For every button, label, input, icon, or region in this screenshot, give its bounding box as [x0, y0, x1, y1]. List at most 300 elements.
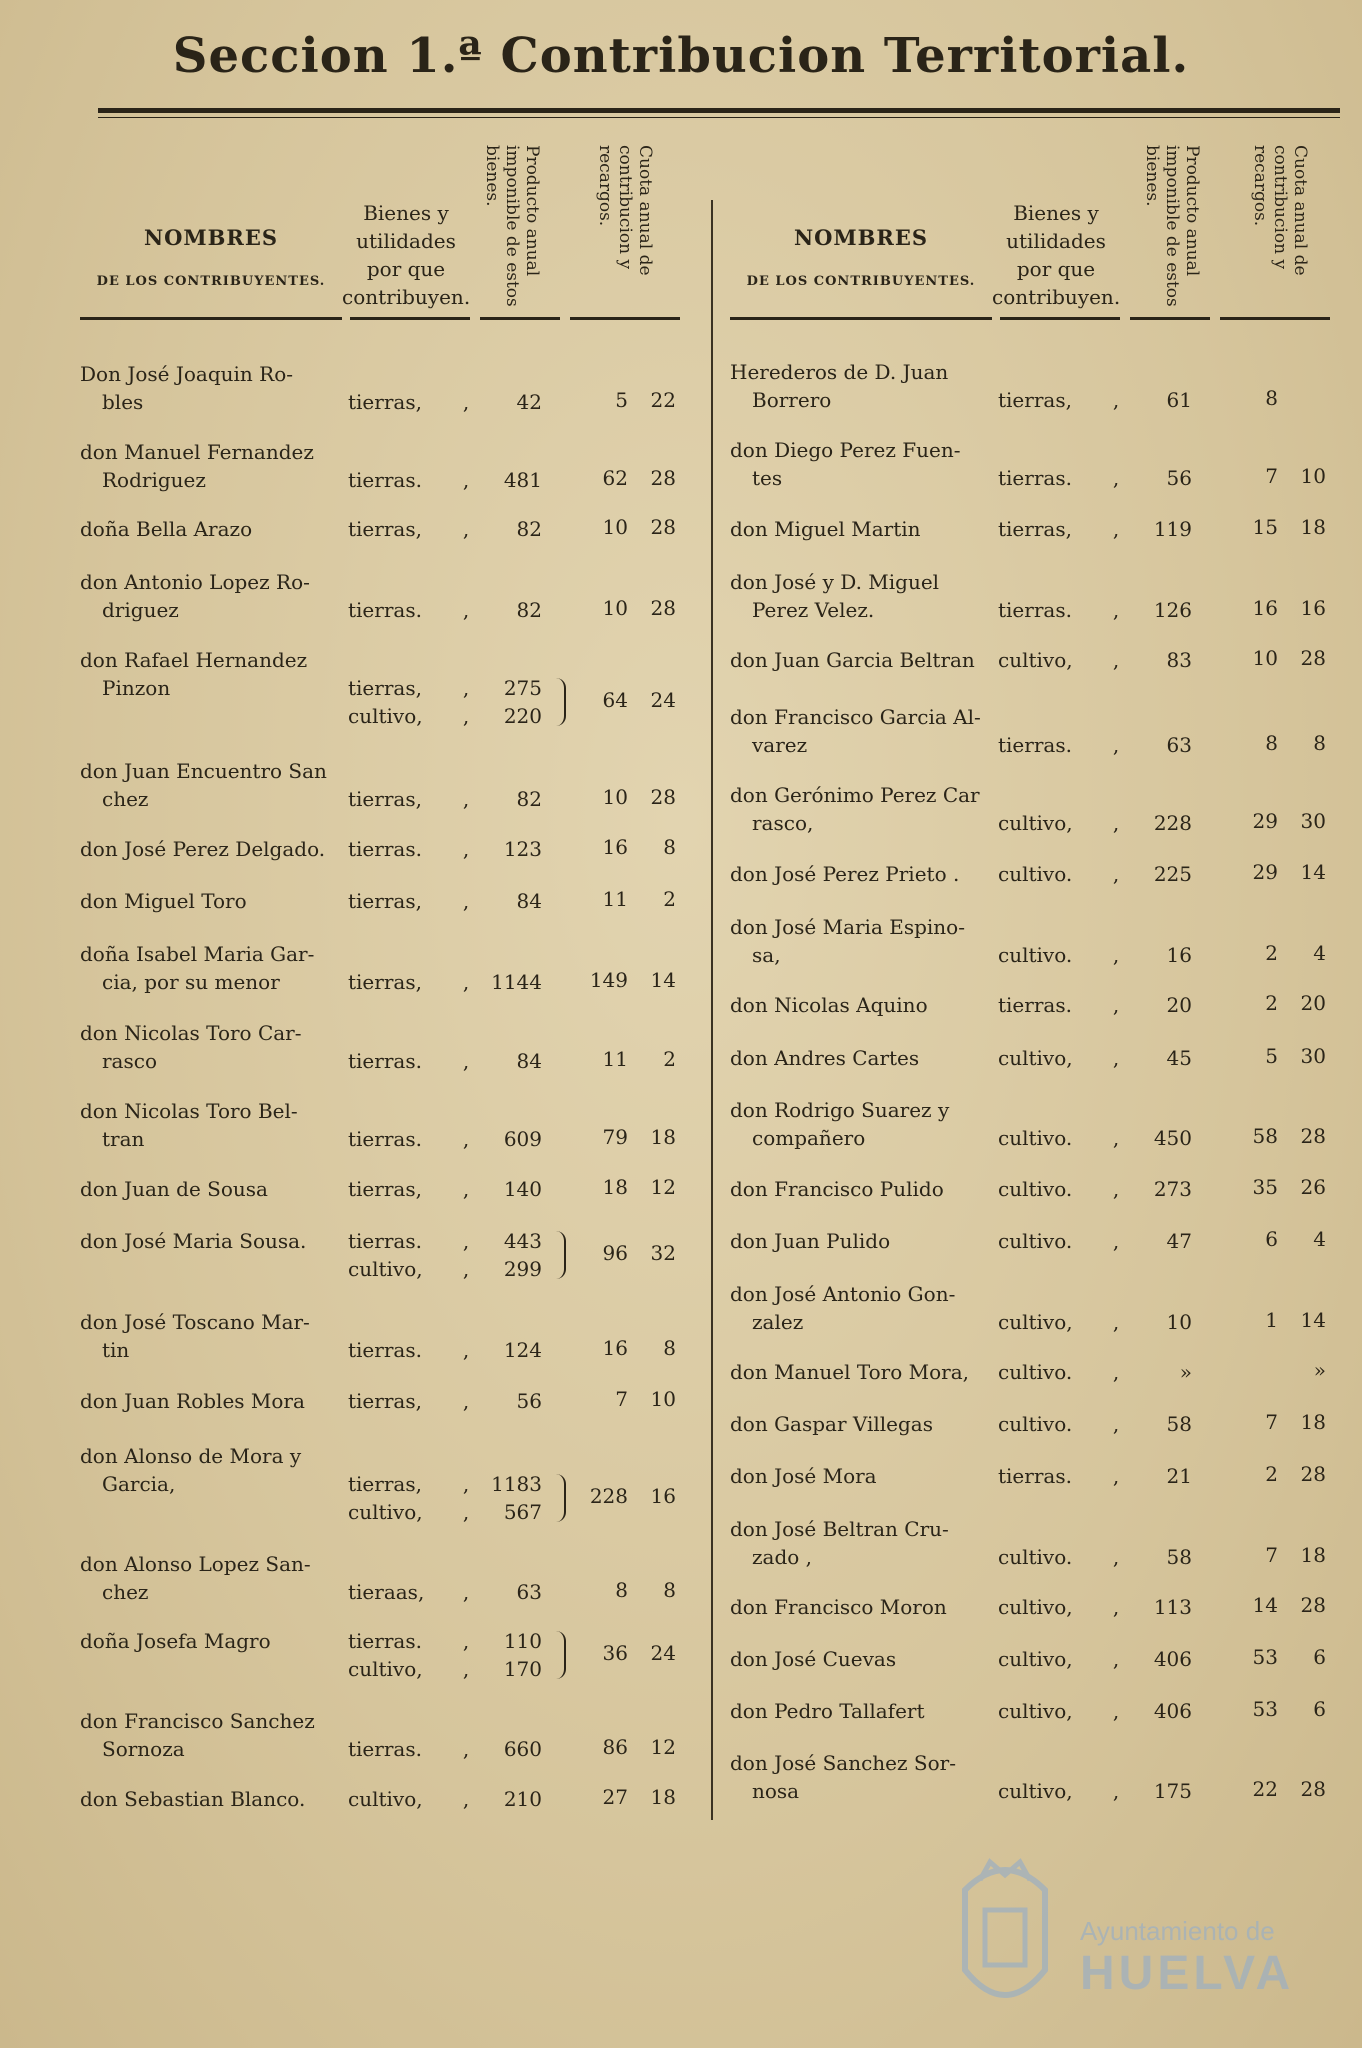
name-line1: don Juan Encuentro San [80, 759, 327, 783]
contributor-name [80, 940, 350, 996]
separator-mark: , [1112, 811, 1120, 835]
cuota-pesos: 11 [602, 1047, 628, 1071]
separator-mark: , [1112, 517, 1120, 541]
contributor-name [730, 568, 1000, 624]
cuota-pesos: 2 [1265, 941, 1278, 965]
name-line1: Don José Joaquin Ro- [80, 362, 293, 386]
bienes-value: cultivo, [998, 648, 1073, 672]
separator-mark: , [1112, 1412, 1120, 1436]
contributor-name [80, 1097, 350, 1153]
contributor-name [80, 835, 350, 863]
separator-mark: , [462, 1338, 470, 1362]
name-line2: rasco, [752, 811, 814, 835]
name-line2: sa, [752, 943, 781, 967]
bienes-value: tierras. [998, 466, 1072, 490]
watermark-stamp [950, 1850, 1330, 2020]
name-line2: tes [752, 466, 783, 490]
name-line1: don José Toscano Mar- [80, 1310, 310, 1334]
name-line2: bles [102, 390, 144, 414]
cuota-pesos: 7 [1265, 1410, 1278, 1434]
producto-value: 609 [503, 1127, 542, 1151]
bienes-value: cultivo. [998, 1545, 1073, 1569]
contributor-name [730, 860, 1000, 888]
cuota-reales: 28 [650, 466, 676, 490]
name-line1: don José Perez Prieto . [730, 862, 960, 886]
contributor-name [730, 913, 1000, 969]
separator-mark: , [1112, 1177, 1120, 1201]
header-producto: Producto anual imponible de estos bienes. [482, 145, 542, 307]
producto-value: 1144 [491, 970, 542, 994]
separator-mark: , [1112, 1310, 1120, 1334]
name-line2: Sornoza [102, 1737, 185, 1761]
producto-value: 21 [1166, 1464, 1192, 1488]
cuota-pesos: 8 [1265, 731, 1278, 755]
cuota-pesos: 79 [602, 1125, 628, 1149]
producto-value: 82 [516, 787, 542, 811]
separator-mark: , [462, 676, 470, 700]
separator-mark: , [1112, 862, 1120, 886]
coat-of-arms-icon [950, 1850, 1060, 2020]
cuota-pesos: 35 [1252, 1175, 1278, 1199]
bienes-value: cultivo, [998, 1595, 1073, 1619]
contributor-name [80, 1387, 350, 1415]
cuota-reales: 28 [1300, 1124, 1326, 1148]
bienes-value: cultivo, [998, 1699, 1073, 1723]
name-line2: cia, por su menor [102, 970, 280, 994]
cuota-reales: 24 [650, 688, 676, 712]
name-line1: don Nicolas Toro Bel- [80, 1099, 298, 1123]
contributor-name [730, 781, 1000, 837]
bienes-value: cultivo. [998, 943, 1073, 967]
bienes-value: tierras, [998, 517, 1072, 541]
producto-value: 45 [1166, 1046, 1192, 1070]
bienes-value: tierras. [348, 468, 422, 492]
name-line1: don José Perez Delgado. [80, 837, 326, 861]
name-line1: don José y D. Miguel [730, 570, 940, 594]
bienes-value: tierras. [998, 993, 1072, 1017]
contributor-name [730, 1175, 1000, 1203]
cuota-reales: 14 [650, 968, 676, 992]
producto-value: 123 [503, 837, 542, 861]
brace [550, 1474, 566, 1522]
separator-mark: , [462, 1389, 470, 1413]
producto-value: 220 [503, 704, 542, 728]
separator-mark: , [1112, 993, 1120, 1017]
cuota-pesos: 2 [1265, 991, 1278, 1015]
contributor-name [80, 1308, 350, 1364]
name-line1: don Antonio Lopez Ro- [80, 570, 310, 594]
contributor-name [80, 360, 350, 416]
contributor-name [730, 1593, 1000, 1621]
bienes-value: cultivo. [998, 862, 1073, 886]
bienes-value: tierras. [998, 1464, 1072, 1488]
contributor-name [730, 646, 1000, 674]
bienes-value: cultivo, [348, 704, 423, 728]
brace [550, 1231, 566, 1279]
producto-value: 56 [516, 1389, 542, 1413]
cuota-pesos: 14 [1252, 1593, 1278, 1617]
producto-value: 273 [1153, 1177, 1192, 1201]
separator-mark: , [1112, 1046, 1120, 1070]
cuota-pesos: 8 [615, 1578, 628, 1602]
bienes-value: tierras, [348, 1472, 422, 1496]
bienes-value: tierras, [998, 388, 1072, 412]
header-rule [480, 317, 560, 320]
separator-mark: , [1112, 648, 1120, 672]
producto-value: 56 [1166, 466, 1192, 490]
separator-mark: , [1112, 1699, 1120, 1723]
watermark-line1: Ayuntamiento de [1080, 1916, 1275, 1946]
contributor-name [80, 1627, 350, 1655]
cuota-reales: 6 [1313, 1697, 1326, 1721]
cuota-reales: 10 [1300, 464, 1326, 488]
bienes-value: tierras. [348, 1229, 422, 1253]
contributor-name [80, 568, 350, 624]
name-line1: doña Bella Arazo [80, 517, 253, 541]
bienes-value: tierras. [348, 1737, 422, 1761]
cuota-reales: » [1313, 1358, 1326, 1382]
contributor-name [730, 1515, 1000, 1571]
contributor-name [80, 1442, 350, 1498]
producto-value: 47 [1166, 1229, 1192, 1253]
cuota-pesos: 5 [615, 388, 628, 412]
cuota-reales: 30 [1300, 809, 1326, 833]
left-table [80, 125, 692, 1811]
cuota-pesos: 11 [602, 887, 628, 911]
contributor-name [80, 1019, 350, 1075]
bienes-value: cultivo, [998, 1779, 1073, 1803]
header-bienes: Bienes y utilidades por que contribuyen. [992, 201, 1121, 309]
bienes-value: tierras. [348, 1629, 422, 1653]
title-rule [98, 108, 1340, 113]
name-line1: don Alonso Lopez San- [80, 1552, 311, 1576]
name-line2: tran [102, 1127, 145, 1151]
producto-value: 16 [1166, 943, 1192, 967]
name-line1: don José Beltran Cru- [730, 1517, 949, 1541]
contributor-name [730, 1462, 1000, 1490]
name-line1: don Juan Pulido [730, 1229, 891, 1253]
producto-value: 275 [503, 676, 542, 700]
separator-mark: , [462, 787, 470, 811]
cuota-pesos: 7 [1265, 464, 1278, 488]
contributor-name [730, 436, 1000, 492]
producto-value: 82 [516, 517, 542, 541]
name-line1: don Gaspar Villegas [730, 1412, 933, 1436]
cuota-pesos: 10 [602, 515, 628, 539]
contributor-name [730, 1410, 1000, 1438]
producto-value: 61 [1166, 388, 1192, 412]
page-title: Seccion 1.ª Contribucion Territorial. [172, 28, 1190, 84]
bienes-value: tierras. [348, 837, 422, 861]
separator-mark: , [462, 1737, 470, 1761]
name-line1: doña Josefa Magro [80, 1629, 271, 1653]
header-names: NOMBRES DE LOS CONTRIBUYENTES. [96, 225, 326, 289]
contributor-name [80, 1175, 350, 1203]
cuota-pesos: 86 [602, 1735, 628, 1759]
header-cuota: Cuota anual de contribucion y recargos. [595, 145, 655, 276]
separator-mark: , [462, 598, 470, 622]
brace [550, 678, 566, 726]
separator-mark: , [462, 1127, 470, 1151]
bienes-value: cultivo. [998, 1126, 1073, 1150]
separator-mark: , [462, 468, 470, 492]
contributor-name [730, 1645, 1000, 1673]
cuota-reales: 22 [650, 388, 676, 412]
bienes-value: tierras, [348, 517, 422, 541]
name-line1: don Nicolas Aquino [730, 993, 928, 1017]
bienes-value: cultivo, [348, 1500, 423, 1524]
bienes-value: tierras, [348, 1389, 422, 1413]
separator-mark: , [1112, 1126, 1120, 1150]
name-line1: don José Maria Sousa. [80, 1229, 307, 1253]
cuota-reales: 28 [1300, 646, 1326, 670]
bienes-value: tierras. [348, 1338, 422, 1362]
separator-mark: , [1112, 733, 1120, 757]
producto-value: 450 [1153, 1126, 1192, 1150]
bienes-value: cultivo, [348, 1787, 423, 1811]
separator-mark: , [462, 1580, 470, 1604]
producto-value: 481 [503, 468, 542, 492]
cuota-reales: 14 [1300, 860, 1326, 884]
separator-mark: , [1112, 1229, 1120, 1253]
cuota-pesos: 10 [1252, 646, 1278, 670]
producto-value: 406 [1153, 1699, 1192, 1723]
name-line2: chez [102, 1580, 149, 1604]
bienes-value: cultivo. [998, 1229, 1073, 1253]
cuota-reales: 8 [663, 1336, 676, 1360]
cuota-pesos: 53 [1252, 1645, 1278, 1669]
name-line2: zado , [752, 1545, 813, 1569]
bienes-value: cultivo. [998, 1360, 1073, 1384]
separator-mark: , [462, 390, 470, 414]
name-line1: don Sebastian Blanco. [80, 1787, 306, 1811]
cuota-reales: 18 [650, 1785, 676, 1809]
producto-value: 84 [516, 889, 542, 913]
name-line1: don Miguel Martin [730, 517, 921, 541]
separator-mark: , [462, 889, 470, 913]
name-line1: don Miguel Toro [80, 889, 247, 913]
cuota-reales: 28 [650, 785, 676, 809]
producto-value: 225 [1153, 862, 1192, 886]
producto-value: 113 [1153, 1595, 1192, 1619]
name-line2: Perez Velez. [752, 598, 875, 622]
contributor-name [80, 1785, 350, 1813]
bienes-value: tierras, [348, 787, 422, 811]
cuota-pesos: 64 [602, 688, 628, 712]
producto-value: 42 [516, 390, 542, 414]
cuota-reales: 28 [1300, 1593, 1326, 1617]
cuota-pesos: 16 [602, 1336, 628, 1360]
separator-mark: , [462, 1787, 470, 1811]
name-line2: zalez [752, 1310, 804, 1334]
cuota-pesos: 228 [589, 1484, 628, 1508]
bienes-value: tierras, [348, 889, 422, 913]
producto-value: 175 [1153, 1779, 1192, 1803]
producto-value: » [1179, 1360, 1192, 1384]
bienes-value: tieraas, [348, 1580, 425, 1604]
cuota-reales: 18 [1300, 515, 1326, 539]
contributor-name [730, 703, 1000, 759]
name-line2: driguez [102, 598, 179, 622]
separator-mark: , [1112, 943, 1120, 967]
contributor-name [730, 1044, 1000, 1072]
name-line1: doña Isabel Maria Gar- [80, 942, 315, 966]
producto-value: 1183 [491, 1472, 542, 1496]
separator-mark: , [462, 1629, 470, 1653]
producto-value: 63 [516, 1580, 542, 1604]
producto-value: 63 [1166, 733, 1192, 757]
producto-value: 210 [503, 1787, 542, 1811]
name-line2: nosa [752, 1779, 800, 1803]
cuota-pesos: 96 [602, 1241, 628, 1265]
contributor-name [80, 646, 350, 702]
separator-mark: , [462, 1177, 470, 1201]
producto-value: 443 [503, 1229, 542, 1253]
header-rule [570, 317, 680, 320]
producto-value: 406 [1153, 1647, 1192, 1671]
producto-value: 20 [1166, 993, 1192, 1017]
cuota-reales: 8 [1313, 731, 1326, 755]
title-rule-thin [98, 117, 1340, 118]
cuota-reales: 18 [650, 1125, 676, 1149]
separator-mark: , [462, 970, 470, 994]
cuota-reales: 28 [650, 596, 676, 620]
cuota-reales: 26 [1300, 1175, 1326, 1199]
name-line1: Herederos de D. Juan [730, 360, 949, 384]
separator-mark: , [1112, 1360, 1120, 1384]
producto-value: 58 [1166, 1545, 1192, 1569]
producto-value: 567 [503, 1500, 542, 1524]
contributor-name [730, 1227, 1000, 1255]
name-line1: don José Maria Espino- [730, 915, 965, 939]
header-rule [730, 317, 992, 320]
name-line1: don Pedro Tallafert [730, 1699, 925, 1723]
contributor-name [730, 1280, 1000, 1336]
name-line2: Borrero [752, 388, 832, 412]
name-line1: don Juan Robles Mora [80, 1389, 305, 1413]
cuota-pesos: 8 [1265, 386, 1278, 410]
name-line2: chez [102, 787, 149, 811]
bienes-value: cultivo, [998, 1647, 1073, 1671]
name-line1: don Nicolas Toro Car- [80, 1021, 302, 1045]
name-line1: don Francisco Pulido [730, 1177, 944, 1201]
contributor-name [730, 1358, 1000, 1386]
cuota-reales: 24 [650, 1641, 676, 1665]
cuota-pesos: 7 [1265, 1543, 1278, 1567]
contributor-name [80, 1707, 350, 1763]
bienes-value: cultivo. [998, 1412, 1073, 1436]
cuota-reales: 6 [1313, 1645, 1326, 1669]
cuota-reales: 16 [1300, 596, 1326, 620]
producto-value: 170 [503, 1657, 542, 1681]
column-divider [711, 200, 713, 1820]
watermark-line2: HUELVA [1080, 1947, 1295, 2000]
bienes-value: tierras. [998, 733, 1072, 757]
producto-value: 84 [516, 1049, 542, 1073]
cuota-reales: 2 [663, 887, 676, 911]
cuota-reales: 32 [650, 1241, 676, 1265]
cuota-pesos: 29 [1252, 860, 1278, 884]
header-rule [1000, 317, 1120, 320]
separator-mark: , [462, 1229, 470, 1253]
cuota-reales: 16 [650, 1484, 676, 1508]
cuota-pesos: 149 [589, 968, 628, 992]
cuota-pesos: 10 [602, 596, 628, 620]
name-line2: tin [102, 1338, 130, 1362]
header-producto: Producto anual imponible de estos bienes. [1142, 145, 1202, 307]
cuota-pesos: 16 [1252, 596, 1278, 620]
bienes-value: tierras, [348, 1177, 422, 1201]
name-line1: don Diego Perez Fuen- [730, 438, 961, 462]
producto-value: 58 [1166, 1412, 1192, 1436]
name-line2: varez [752, 733, 808, 757]
contributor-name [80, 887, 350, 915]
table-header [80, 125, 692, 325]
bienes-value: tierras. [348, 598, 422, 622]
contributor-name [730, 991, 1000, 1019]
bienes-value: cultivo. [998, 1177, 1073, 1201]
producto-value: 299 [503, 1257, 542, 1281]
cuota-pesos: 62 [602, 466, 628, 490]
separator-mark: , [1112, 1647, 1120, 1671]
name-line2: Garcia, [102, 1472, 176, 1496]
producto-value: 82 [516, 598, 542, 622]
separator-mark: , [1112, 1779, 1120, 1803]
bienes-value: tierras, [348, 390, 422, 414]
cuota-reales: 8 [663, 835, 676, 859]
producto-value: 119 [1153, 517, 1192, 541]
header-rule [80, 317, 342, 320]
name-line1: don Alonso de Mora y [80, 1444, 302, 1468]
producto-value: 140 [503, 1177, 542, 1201]
cuota-reales: 12 [650, 1735, 676, 1759]
name-line1: don Francisco Moron [730, 1595, 947, 1619]
cuota-reales: 10 [650, 1387, 676, 1411]
right-table [730, 125, 1342, 1803]
cuota-pesos: 5 [1265, 1044, 1278, 1068]
cuota-pesos: 10 [602, 785, 628, 809]
cuota-reales: 28 [1300, 1777, 1326, 1801]
header-rule [1130, 317, 1210, 320]
separator-mark: , [1112, 466, 1120, 490]
name-line1: don José Sanchez Sor- [730, 1751, 956, 1775]
cuota-pesos: 53 [1252, 1697, 1278, 1721]
bienes-value: tierras, [348, 970, 422, 994]
cuota-pesos: 22 [1252, 1777, 1278, 1801]
name-line2: rasco [102, 1049, 157, 1073]
name-line1: don Juan de Sousa [80, 1177, 268, 1201]
cuota-pesos: 16 [602, 835, 628, 859]
separator-mark: , [1112, 1464, 1120, 1488]
name-line1: don Juan Garcia Beltran [730, 648, 975, 672]
producto-value: 126 [1153, 598, 1192, 622]
name-line1: don Rafael Hernandez [80, 648, 308, 672]
separator-mark: , [462, 704, 470, 728]
cuota-reales: 14 [1300, 1308, 1326, 1332]
bienes-value: cultivo, [998, 811, 1073, 835]
cuota-reales: 30 [1300, 1044, 1326, 1068]
header-cuota: Cuota anual de contribucion y recargos. [1250, 145, 1310, 276]
name-line1: don Andres Cartes [730, 1046, 920, 1070]
cuota-pesos: 29 [1252, 809, 1278, 833]
cuota-pesos: 15 [1252, 515, 1278, 539]
brace [550, 1631, 566, 1679]
separator-mark: , [462, 1472, 470, 1496]
name-line2: Rodriguez [102, 468, 206, 492]
name-line1: don Francisco Garcia Al- [730, 705, 981, 729]
cuota-reales: 18 [1300, 1410, 1326, 1434]
producto-value: 228 [1153, 811, 1192, 835]
